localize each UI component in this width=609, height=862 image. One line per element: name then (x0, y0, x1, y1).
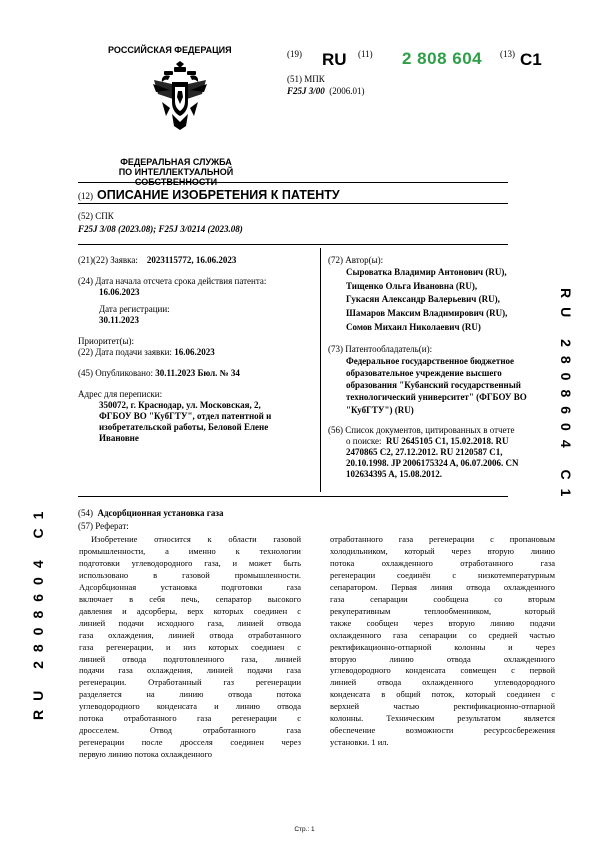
abstract-line: регенерации после дросселя соединен через (79, 737, 301, 748)
code-11: (11) (358, 49, 373, 59)
abstract-line: холодильником, который через вторую линию (330, 545, 555, 556)
abstract-line: потока охлажденного отработанного газа (330, 557, 555, 568)
invention-title-row: (54) Адсорбционная установка газа (78, 508, 224, 518)
biblio-right (328, 255, 553, 480)
abstract-line: конденсата в общий поток, который соединен с (330, 689, 555, 700)
abstract-line: углеводородного конденсата и линию отвода (79, 701, 301, 712)
abstract-line: установки. 1 ил. (330, 737, 389, 748)
priority-label: Приоритет(ы): (78, 336, 135, 346)
side-number-right: RU 2808604 C1 (558, 288, 574, 506)
term-value: 16.06.2023 (99, 287, 140, 297)
abstract-line: давления и адсорберы, верх которых соединен с (79, 605, 301, 616)
abstract-line: углеводородного конденсата совмещен с первой (330, 665, 555, 676)
abstract-line: разделяется на линию отвода потока (79, 689, 301, 700)
authors-label: (72) Автор(ы): (328, 255, 384, 265)
abstract-line: сепаратором. Первая линия отвода охлажденного (330, 581, 555, 592)
abstract-line: Адсорбционная установка подготовки газа (79, 581, 301, 592)
country-name: РОССИЙСКАЯ ФЕДЕРАЦИЯ (108, 45, 232, 55)
abstract-line: промышленности, а именно к технологии (79, 545, 301, 556)
ipc-block: (51) МПК (287, 74, 325, 84)
application-row: (21)(22) Заявка: 2023115772, 16.06.2023 (78, 255, 237, 265)
document-title: (12) ОПИСАНИЕ ИЗОБРЕТЕНИЯ К ПАТЕНТУ (78, 188, 340, 202)
page-number: Стр.: 1 (294, 826, 315, 833)
abstract-line: колонны. Техническим результатом является (330, 713, 555, 724)
abstract-line: линией подачи исходного газа, линией отвода (79, 617, 301, 628)
abstract-column-1 (79, 534, 301, 761)
abstract-line: газа охлаждения, линией отвода отработанного (79, 629, 301, 640)
abstract-line: потока отработанного газа регенерации с (79, 713, 301, 724)
abstract-line: обеспечение возможности ресурсосбережения (330, 725, 555, 736)
owner-label: (73) Патентообладатель(и): (328, 343, 433, 354)
published-row: (45) Опубликовано: 30.11.2023 Бюл. № 34 (78, 368, 240, 378)
abstract-line: рекуперативным теплообменником, который (330, 605, 555, 616)
coat-of-arms-emblem (150, 60, 210, 135)
abstract-line: линией отвода охлажденного углеводородного (330, 677, 555, 688)
abstract-line: газа сепарации сообщена со вторым (330, 593, 555, 604)
side-number-left: RU 2808604 C1 (30, 502, 46, 720)
abstract-line: отработанного газа регенерации с пропановым (330, 534, 555, 544)
ipc-class-line: F25J 3/00 (2006.01) (287, 86, 365, 96)
abstract-line: первую линию потока охлажденного (79, 749, 212, 760)
abstract-line: дросселем. Отвод отработанного газа (79, 725, 301, 736)
biblio-left (78, 255, 313, 444)
abstract-line: подачи газа охлаждения, линией подачи газа (79, 665, 301, 676)
address-block: 350072, г. Краснодар, ул. Московская, 2, ФГБОУ ВО "КубГТУ", отдел патентной и изобретательской работы, Беловой Елене Ивановне (99, 400, 272, 443)
patent-number: 2 808 604 (402, 49, 483, 68)
abstract-label: (57) Реферат: (78, 521, 129, 531)
owner-name: Федеральное государственное бюджетное образовательное учреждение высшего образования "Кубанский государственный технологический университет" (ФГБОУ ВО "КубГТУ") (RU) (346, 355, 527, 415)
abstract-line: также сообщен через вторую линию подачи (330, 617, 555, 628)
code-13: (13) (500, 49, 515, 59)
agency-name: ФЕДЕРАЛЬНАЯ СЛУЖБА ПО ИНТЕЛЛЕКТУАЛЬНОЙ СОБСТВЕННОСТИ (118, 157, 234, 187)
cpc-value: F25J 3/08 (2023.08); F25J 3/0214 (2023.08) (78, 224, 243, 234)
abstract-line: линией отвода подготовленного газа, линией (79, 653, 301, 664)
abstract-line: Изобретение относится к области газовой (91, 534, 301, 544)
docs-list: 2470865 C2, 27.12.2012. RU 2120587 C1, 20.10.1998. JP 2006175324 A, 06.07.2006. CN 102634395 A, 15.08.2012. (346, 447, 519, 479)
authors-list: Сыроватка Владимир Антонович (RU), Тищенко Ольга Ивановна (RU), Гукасян Александр Валерьевич (RU), Шамаров Максим Владимирович (RU), Сомов Михаил Николаевич (RU) (346, 267, 508, 332)
docs-label: (56) Список документов, цитированных в отчете о поиске: RU 2645105 C1, 15.02.2018. RU (328, 425, 515, 446)
abstract-line: подготовки углеводородного газа, и может быть (79, 557, 301, 568)
abstract-line: регенерации. Отработанный газ регенерации (79, 677, 301, 688)
abstract-line: использовано в газовой промышленности. (79, 569, 301, 580)
registration-label: Дата регистрации: (99, 304, 170, 314)
filing-row: (22) Дата подачи заявки: 16.06.2023 (78, 347, 215, 357)
abstract-line: охлажденного газа сепарации со средней частью (330, 629, 555, 640)
abstract-line: включает в себя печь, сепаратор высокого (79, 593, 301, 604)
abstract-line: верхней частью ректификационно-отпарной (330, 701, 555, 712)
abstract-line: ректификационно-отпарной колонны и через (330, 641, 555, 652)
abstract-column-2 (330, 534, 555, 749)
abstract-line: газа регенерации, и низ которых соединен с (79, 641, 301, 652)
code-19: (19) (287, 49, 302, 59)
term-label: (24) Дата начала отсчета срока действия патента: (78, 276, 267, 286)
cpc-label: (52) СПК (78, 211, 114, 221)
address-label: Адрес для переписки: (78, 389, 163, 399)
registration-value: 30.11.2023 (99, 315, 140, 325)
country-code: RU (322, 50, 347, 69)
abstract-line: регенерации соединён с низкотемпературным (330, 569, 555, 580)
abstract-line: вторую линию отвода охлажденного (330, 653, 555, 664)
kind-code: C1 (520, 50, 542, 69)
